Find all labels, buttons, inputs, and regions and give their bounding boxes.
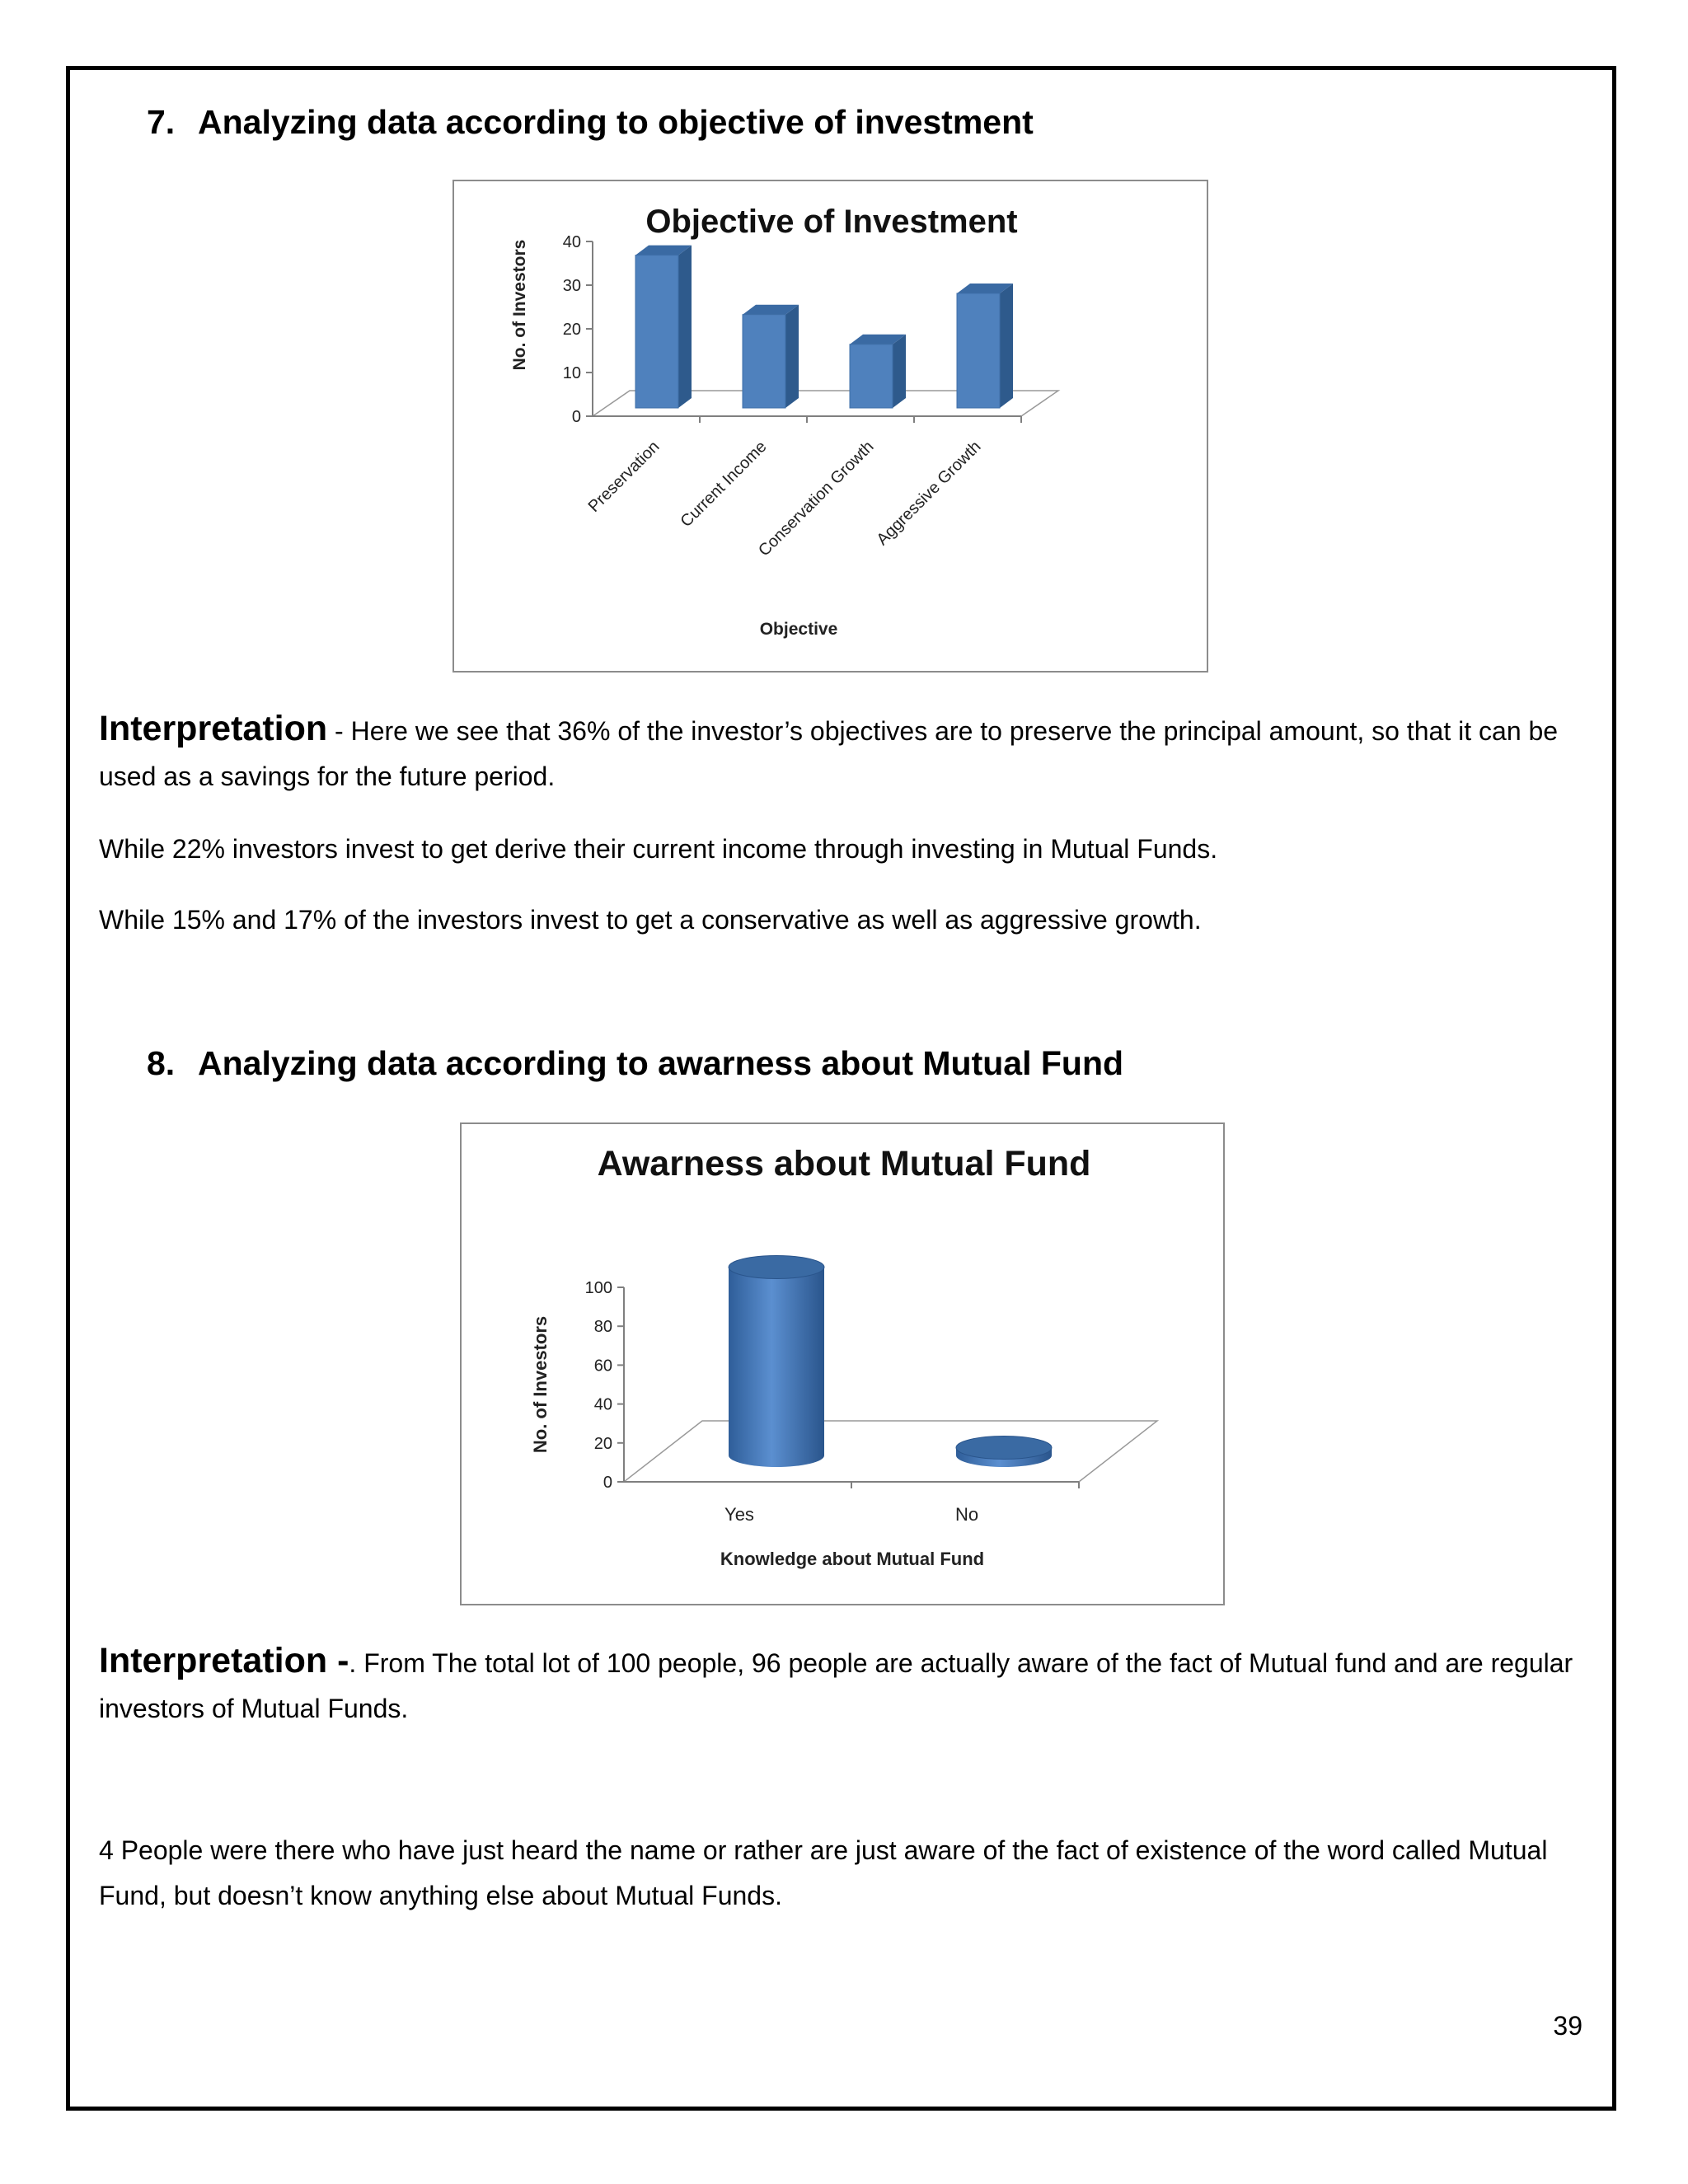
y-axis-label: No. of Investors — [530, 1315, 551, 1454]
x-tick-label: Aggressive Growth — [873, 437, 985, 550]
interpretation-label: Interpretation — [99, 709, 328, 748]
x-tick-label: Yes — [724, 1504, 754, 1525]
bar-side — [678, 246, 692, 408]
y-tick-label: 80 — [593, 1318, 612, 1337]
bar-side — [1000, 284, 1013, 408]
chart-title: Awarness about Mutual Fund — [597, 1144, 1091, 1183]
section-8-number: 8. — [147, 1044, 176, 1082]
section-7-paragraph-3: While 15% and 17% of the investors invest to get a conservative as well as aggressive growth. — [99, 905, 1202, 935]
objective-chart — [452, 180, 1208, 673]
bar — [743, 315, 785, 408]
y-tick-label: 40 — [593, 1395, 612, 1414]
bar — [850, 344, 893, 408]
chart-title: Objective of Investment — [645, 204, 1018, 240]
section-7-heading — [147, 103, 1034, 142]
y-tick-label: 20 — [562, 321, 581, 339]
x-axis-label: Objective — [759, 620, 838, 639]
interpretation-text: . From The total lot of 100 people, 96 people are actually aware of the fact of Mutual fund and are regular investors of Mutual Funds. — [99, 1648, 1573, 1723]
y-tick-label: 100 — [584, 1279, 612, 1297]
awareness-chart — [460, 1122, 1225, 1605]
page-number: 39 — [1553, 2011, 1582, 2041]
section-8-paragraph-2: 4 People were there who have just heard the name or rather are just aware of the fact of existence of the word called Mutual Fund, but doesn’t know anything else about Mutual Funds. — [99, 1835, 1548, 1910]
interpretation-text: - Here we see that 36% of the investor’s objectives are to preserve the principal amount, so that it can be used as a savings for the future period. — [99, 716, 1559, 791]
objective-chart-svg — [454, 181, 1210, 674]
x-tick-label: Current Income — [677, 437, 771, 532]
bar-top — [956, 1436, 1052, 1459]
bar-side — [785, 305, 799, 408]
bar — [957, 293, 1000, 408]
y-tick-label: 40 — [562, 233, 581, 251]
awareness-chart-svg — [462, 1124, 1226, 1607]
section-7-number: 7. — [147, 103, 176, 141]
y-tick-label: 10 — [562, 364, 581, 382]
y-tick-label: 60 — [593, 1357, 612, 1376]
section-8-interpretation — [99, 1638, 1574, 1732]
section-8-heading-text: Analyzing data according to awarness about Mutual Fund — [198, 1044, 1124, 1082]
y-tick-label: 20 — [593, 1434, 612, 1453]
section-7-heading-text: Analyzing data according to objective of investment — [198, 103, 1034, 141]
bar — [729, 1268, 824, 1467]
x-axis-label: Knowledge about Mutual Fund — [720, 1549, 985, 1569]
y-axis-label: No. of Investors — [510, 239, 529, 371]
x-tick-label: Preservation — [584, 437, 663, 516]
y-tick-label: 0 — [571, 408, 581, 426]
section-7-interpretation — [99, 706, 1574, 799]
chart-floor — [624, 1421, 1157, 1482]
y-tick-label: 30 — [562, 277, 581, 295]
bar-side — [893, 335, 906, 408]
section-7-paragraph-2: While 22% investors invest to get derive their current income through investing in Mutual Funds. — [99, 834, 1218, 864]
y-tick-label: 0 — [603, 1474, 612, 1492]
section-8-heading — [147, 1044, 1123, 1083]
x-tick-label: No — [954, 1504, 979, 1525]
x-tick-label: Conservation Growth — [755, 437, 878, 560]
bar — [635, 255, 678, 408]
interpretation-label: Interpretation - — [99, 1641, 349, 1680]
bar-top — [729, 1256, 824, 1279]
